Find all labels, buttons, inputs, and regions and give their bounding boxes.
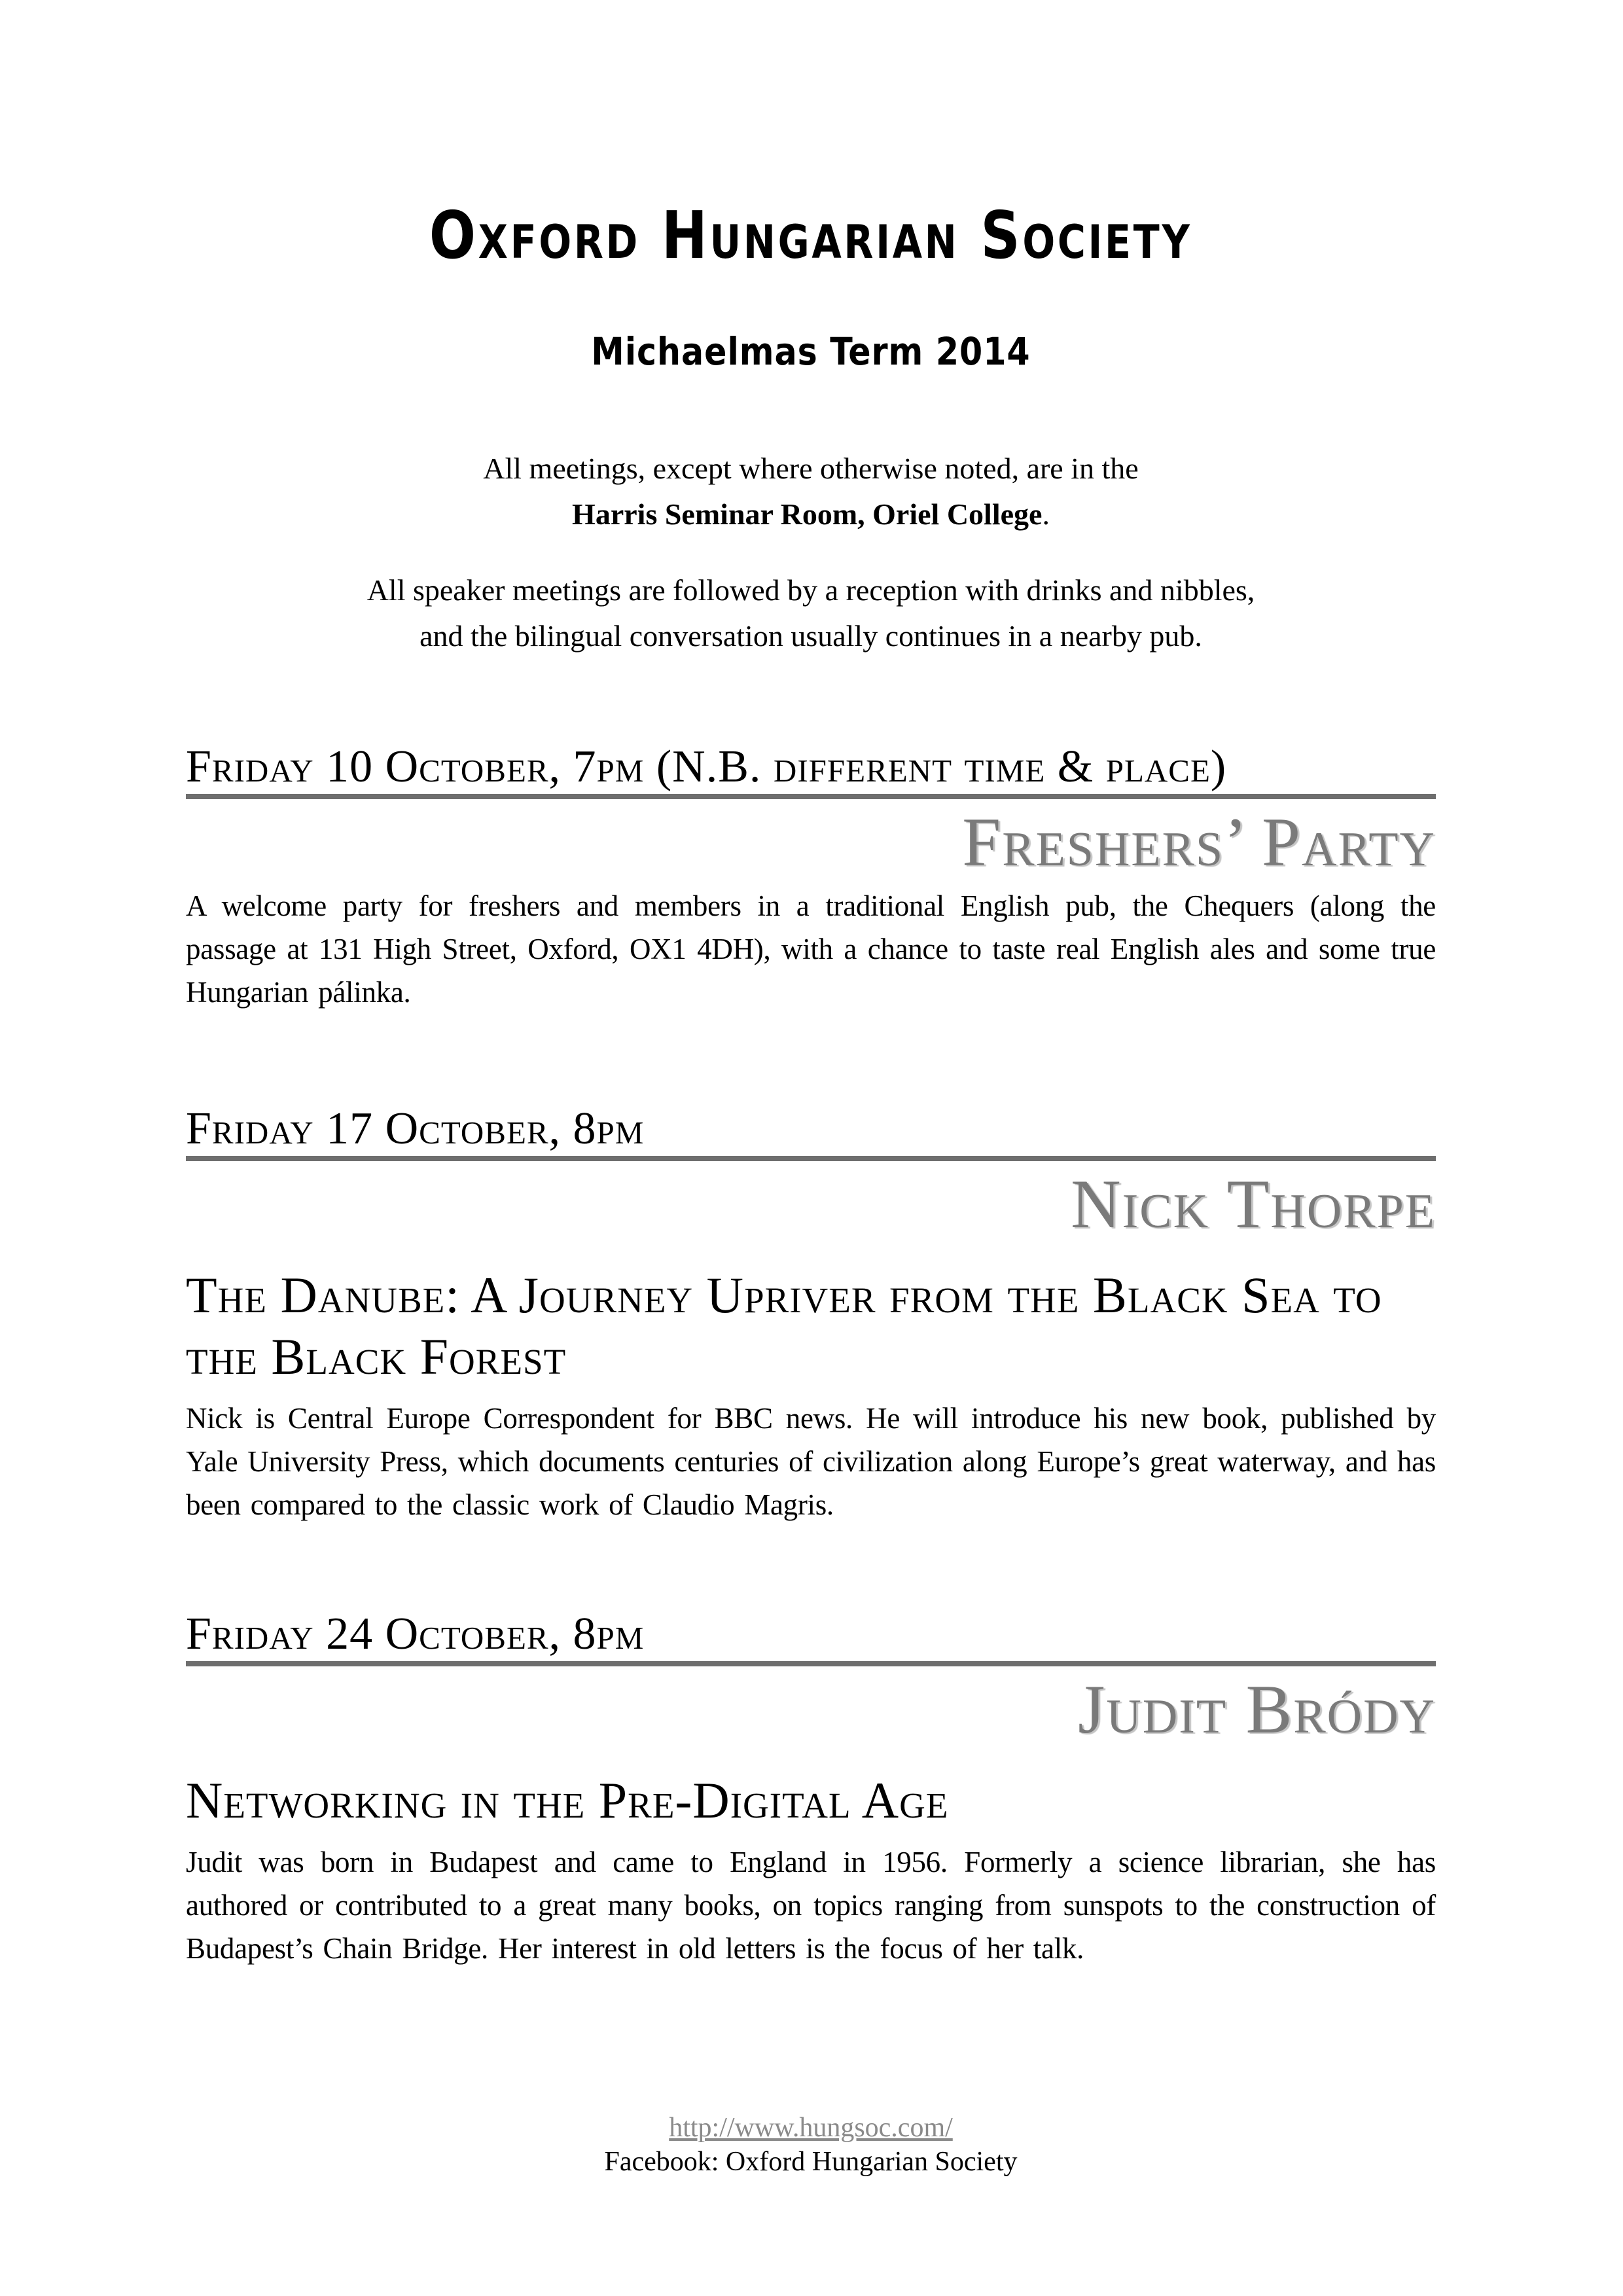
- event-description: Nick is Central Europe Correspondent for BBC news. He will introduce his new book, published by Yale University Press, which documents centuries of civilization along Europe’s great waterway, and has been compared to the classic work of Claudio Magris.: [186, 1402, 1436, 1521]
- page-title: [186, 197, 1436, 274]
- event-date: Friday 17 October, 8pm: [186, 1103, 645, 1154]
- section-divider-rule: [186, 1156, 1436, 1161]
- page-subtitle: [186, 331, 1436, 372]
- section-divider-rule: [186, 1661, 1436, 1666]
- intro-paragraph-venue: [186, 446, 1436, 537]
- page-title-text: Oxford Hungarian Society: [429, 197, 1192, 274]
- event-date: Friday 24 October, 8pm: [186, 1609, 645, 1659]
- event-section-judit-brody: [186, 1609, 1436, 1970]
- talk-title: The Danube: A Journey Upriver from the Black Sea to the Black Forest: [186, 1266, 1382, 1385]
- speaker-name: Nick Thorpe: [1071, 1166, 1436, 1242]
- intro-line-4: and the bilingual conversation usually continues in a nearby pub.: [419, 619, 1202, 653]
- intro-paragraph-reception: [186, 567, 1436, 659]
- intro-line-3: All speaker meetings are followed by a reception with drinks and nibbles,: [366, 573, 1255, 607]
- event-section-nick-thorpe: [186, 1103, 1436, 1526]
- event-heading: Freshers’ Party: [962, 804, 1436, 880]
- section-divider-rule: [186, 794, 1436, 799]
- intro-line-1: All meetings, except where otherwise noted, are in the: [483, 452, 1139, 485]
- venue-period: .: [1042, 497, 1050, 531]
- facebook-line: Facebook: Oxford Hungarian Society: [604, 2147, 1018, 2177]
- talk-title: Networking in the Pre-Digital Age: [186, 1772, 949, 1829]
- footer: [186, 2111, 1436, 2179]
- page-subtitle-text: Michaelmas Term 2014: [591, 329, 1031, 374]
- speaker-name: Judit Bródy: [1078, 1671, 1436, 1748]
- event-description: Judit was born in Budapest and came to England in 1956. Formerly a science librarian, she has authored or contributed to a great many books, on topics ranging from sunspots to the construction of Budapest’s Chain Bridge. Her interest in old letters is the focus of her talk.: [186, 1846, 1436, 1965]
- event-date: Friday 10 October, 7pm (N.B. different time & place): [186, 742, 1227, 792]
- website-link[interactable]: http://www.hungsoc.com/: [669, 2113, 953, 2143]
- venue-name: Harris Seminar Room, Oriel College: [572, 497, 1043, 531]
- event-section-freshers-party: [186, 742, 1436, 1014]
- event-description: A welcome party for freshers and members in a traditional English pub, the Chequers (along the passage at 131 High Street, Oxford, OX1 4DH), with a chance to taste real English ales and some true Hungarian pálinka.: [186, 889, 1436, 1009]
